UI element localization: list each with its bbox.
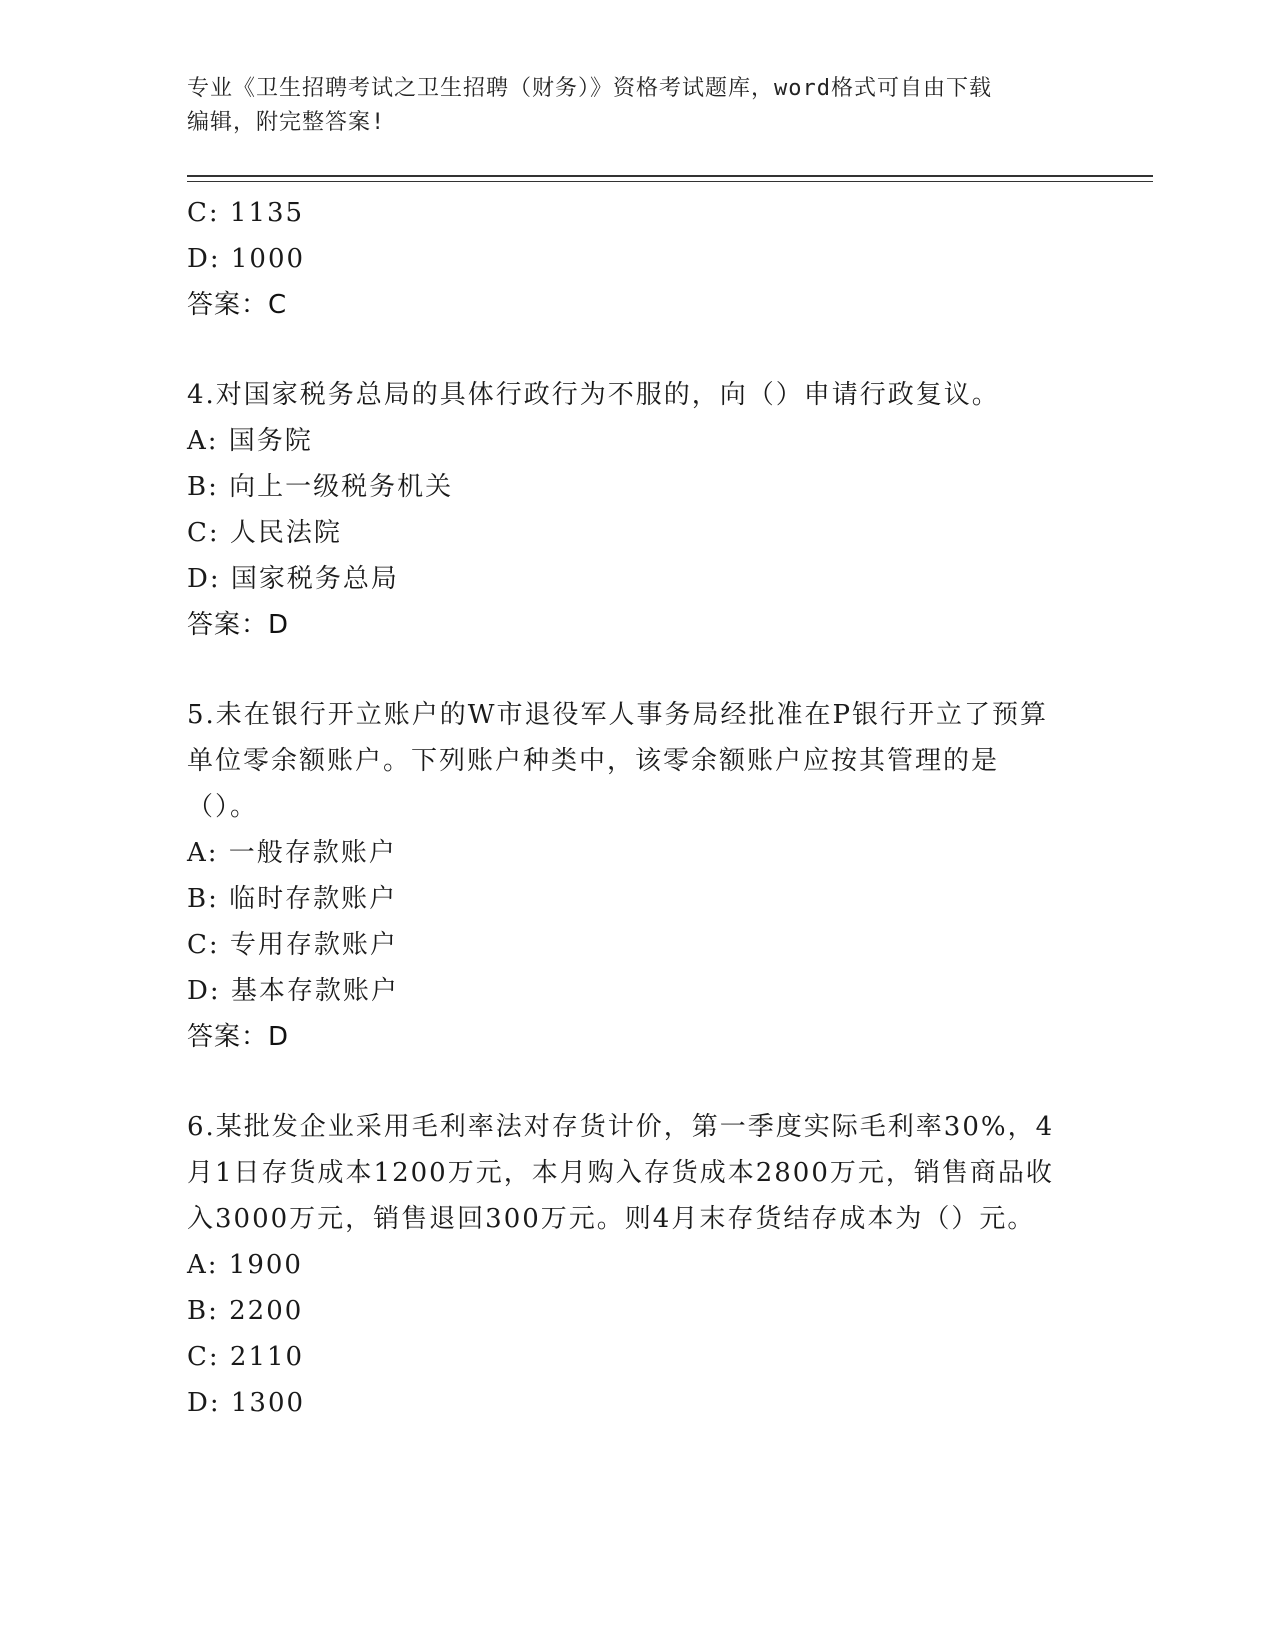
q5-stem: 5.未在银行开立账户的W市退役军人事务局经批准在P银行开立了预算单位零余额账户。下列账户种类中，该零余额账户应按其管理的是（）。 bbox=[187, 700, 1049, 822]
document-header bbox=[187, 72, 1067, 140]
question-6 bbox=[187, 1104, 1067, 1426]
spacer bbox=[187, 648, 1067, 692]
q4-stem: 4.对国家税务总局的具体行政行为不服的，向（）申请行政复议。 bbox=[187, 380, 1000, 410]
q6-option-d: D: 1300 bbox=[187, 1388, 306, 1418]
q5-answer: 答案：D bbox=[187, 1022, 290, 1052]
q6-option-a: A: 1900 bbox=[187, 1250, 303, 1280]
q4-option-d: D: 国家税务总局 bbox=[187, 564, 399, 594]
header-rule-thick bbox=[187, 175, 1153, 177]
q6-option-c: C: 2110 bbox=[187, 1342, 305, 1372]
q3-option-c: C: 1135 bbox=[187, 198, 305, 228]
q5-option-d: D: 基本存款账户 bbox=[187, 976, 399, 1006]
q3-answer: 答案：C bbox=[187, 290, 288, 320]
question-3-tail bbox=[187, 190, 1067, 328]
spacer bbox=[187, 328, 1067, 372]
spacer bbox=[187, 1060, 1067, 1104]
question-4 bbox=[187, 372, 1067, 648]
q5-option-c: C: 专用存款账户 bbox=[187, 930, 398, 960]
q4-option-a: A: 国务院 bbox=[187, 426, 313, 456]
q4-answer: 答案：D bbox=[187, 610, 290, 640]
header-rule-thin bbox=[187, 181, 1153, 182]
header-line-2: 编辑，附完整答案! bbox=[187, 110, 386, 135]
header-line-1: 专业《卫生招聘考试之卫生招聘（财务）》资格考试题库，word格式可自由下载 bbox=[187, 76, 992, 101]
q6-stem: 6.某批发企业采用毛利率法对存货计价，第一季度实际毛利率30%，4月1日存货成本1200万元，本月购入存货成本2800万元，销售商品收入3000万元，销售退回300万元。则4月末存货结存成本为（）元。 bbox=[187, 1112, 1055, 1234]
q5-option-b: B: 临时存款账户 bbox=[187, 884, 398, 914]
q5-option-a: A: 一般存款账户 bbox=[187, 838, 397, 868]
q6-option-b: B: 2200 bbox=[187, 1296, 304, 1326]
question-5 bbox=[187, 692, 1067, 1060]
q4-option-b: B: 向上一级税务机关 bbox=[187, 472, 454, 502]
q3-option-d: D: 1000 bbox=[187, 244, 306, 274]
question-list bbox=[187, 190, 1067, 1426]
q4-option-c: C: 人民法院 bbox=[187, 518, 342, 548]
